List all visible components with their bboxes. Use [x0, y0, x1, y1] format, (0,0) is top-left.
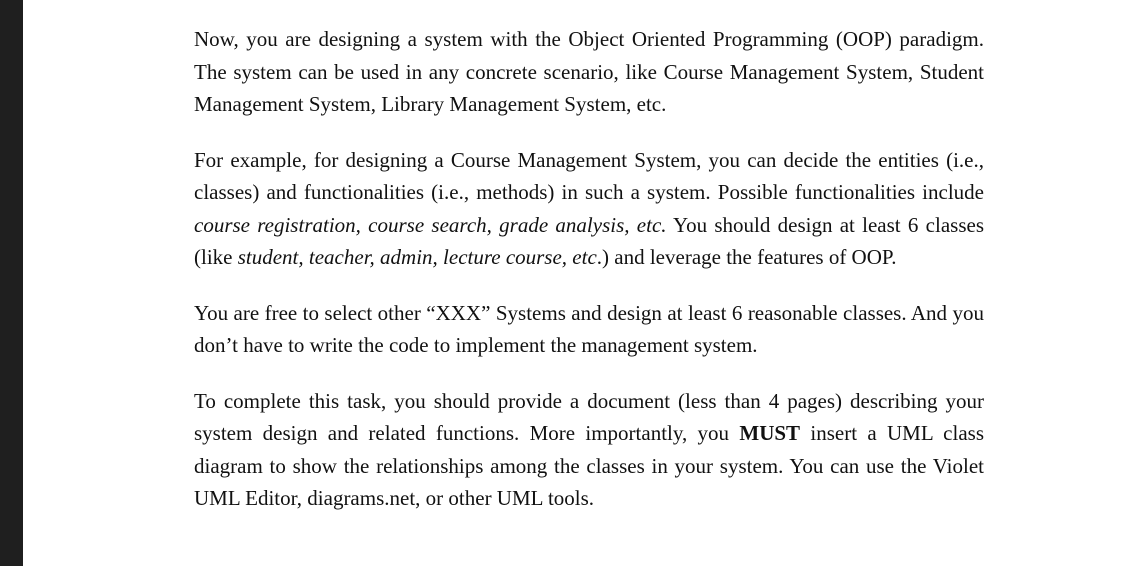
paragraph-task-bold-must: MUST	[739, 421, 801, 445]
document-page	[194, 23, 984, 515]
paragraph-intro: Now, you are designing a system with the Object Oriented Programming (OOP) paradigm. The system can be used in any concrete scenario, like Course Management System, Student Management System, Library Management System, etc.	[194, 27, 984, 116]
paragraph-free-selection: You are free to select other “XXX” Systems and design at least 6 reasonable classes. And you don’t have to write the code to implement the management system.	[194, 300, 984, 357]
paragraph-task-text-2: insert a UML class diagram to show the relationships among the classes in your system. You can use the Violet UML Editor, diagrams.net, or other UML tools.	[194, 421, 984, 510]
left-dark-margin	[0, 0, 23, 566]
paragraph-example-text-3: .) and leverage the features of OOP.	[596, 245, 897, 269]
paragraph-task-text-1: To complete this task, you should provide a document (less than 4 pages) describing your system design and related functions. More importantly, you	[194, 388, 984, 445]
paragraph-example-italic-functionalities: course registration, course search, grade analysis, etc.	[194, 212, 667, 237]
paragraph-example-text-1: For example, for designing a Course Management System, you can decide the entities (i.e., classes) and functionalities (i.e., methods) in such a system. Possible functionalities include	[194, 147, 984, 204]
paragraph-example-italic-classes: student, teacher, admin, lecture course, etc	[237, 245, 597, 269]
paragraph-example	[194, 144, 984, 274]
paragraph-task-requirements	[194, 385, 984, 515]
paragraph-example-text-2: You should design at least 6 classes (like	[194, 212, 984, 269]
